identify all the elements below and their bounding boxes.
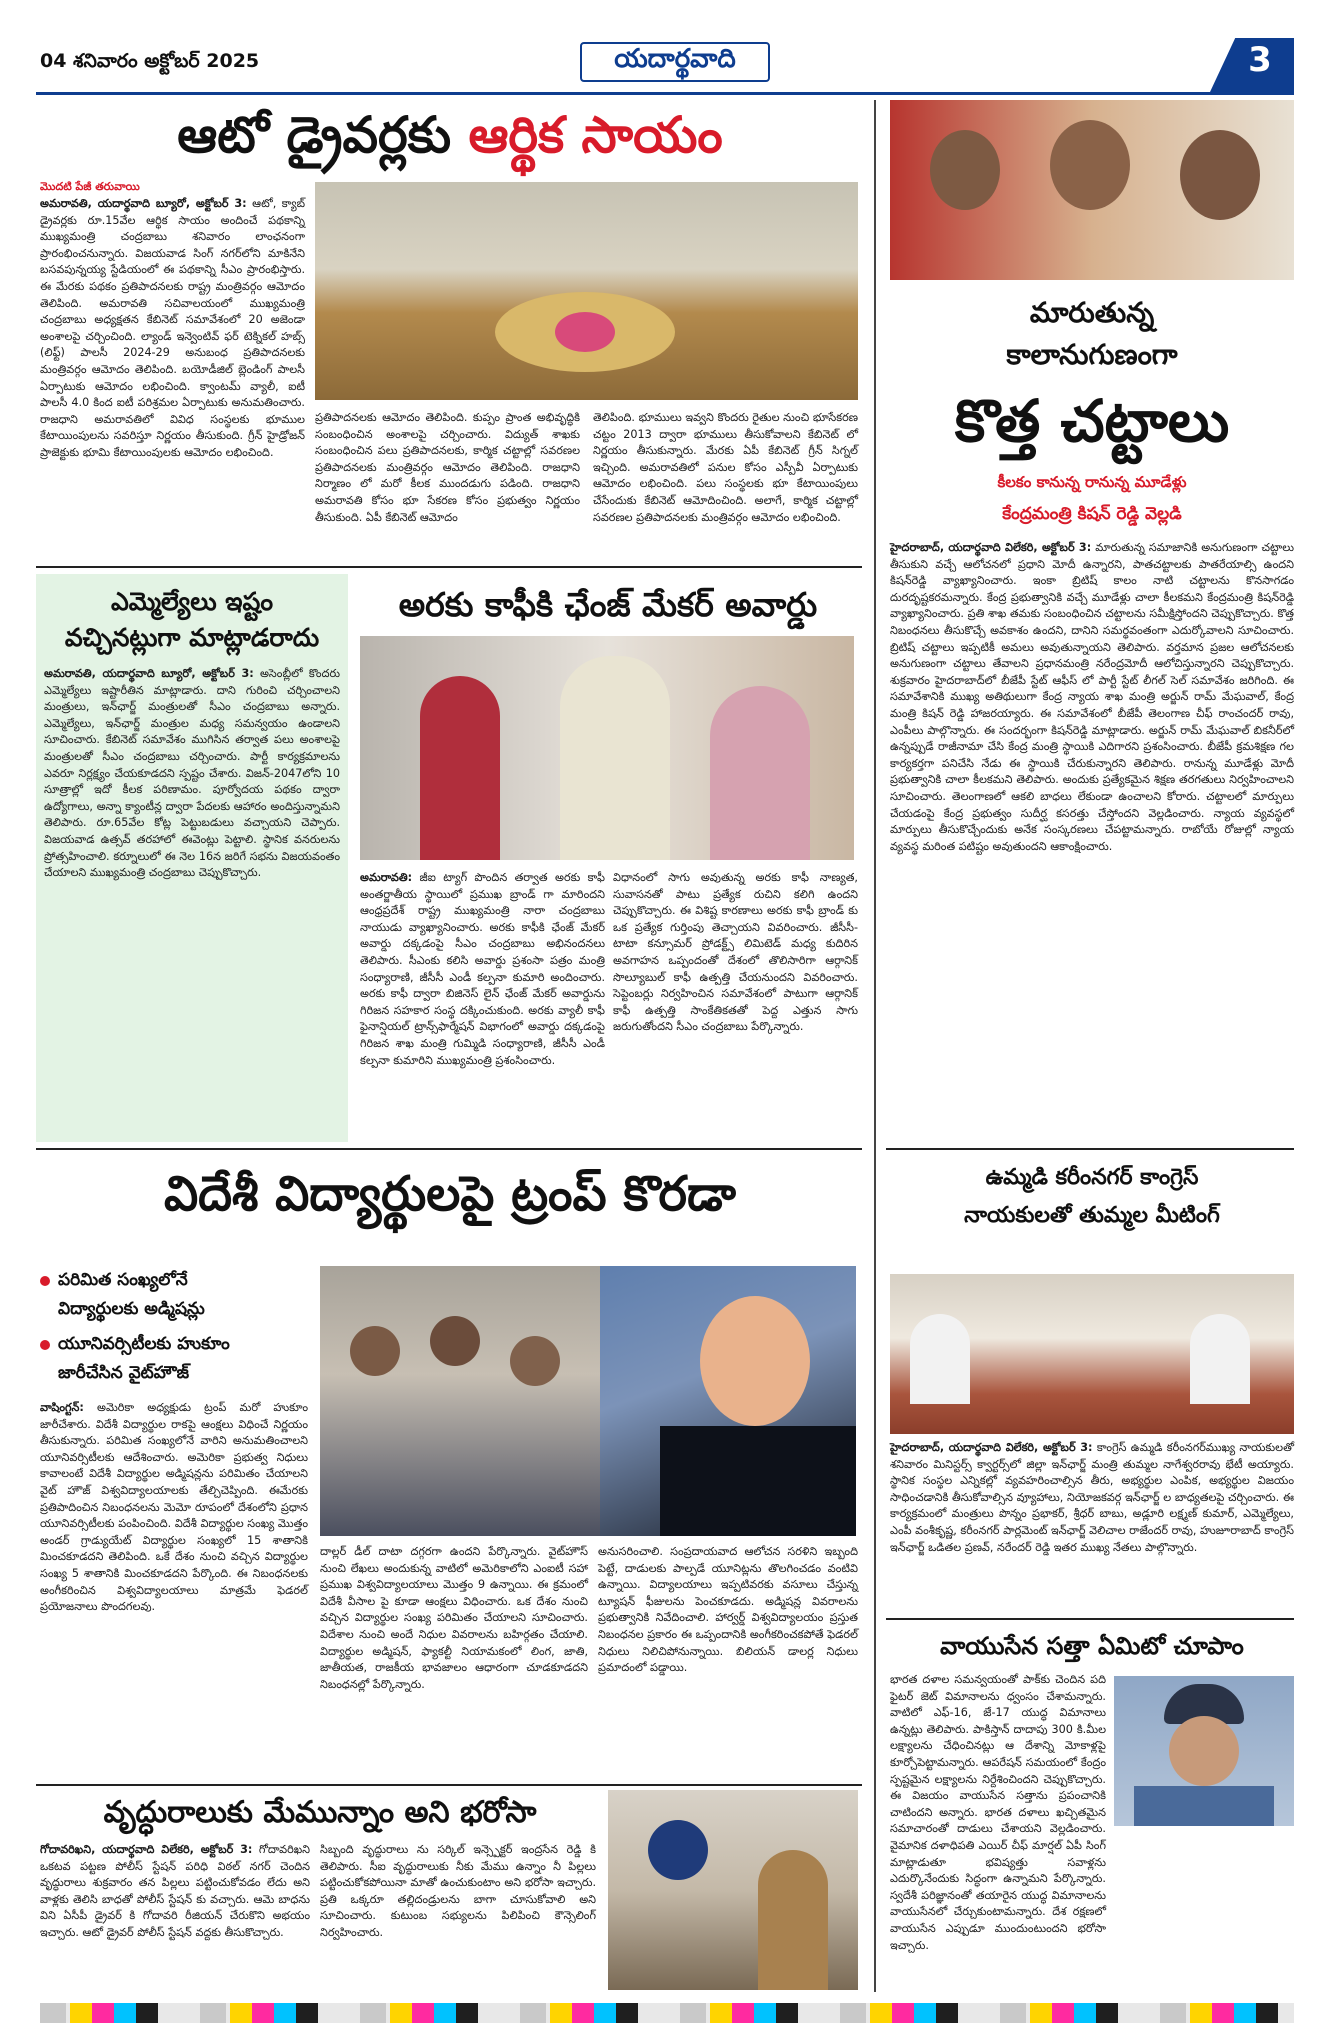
bullet-dot	[40, 1276, 50, 1286]
elders-col1	[40, 1842, 310, 1990]
masthead-logo	[580, 42, 770, 82]
iaf-body-continued	[890, 1836, 1294, 1988]
trump-bullet-2-line2: జారీచేసిన వైట్‌హౌజ్	[58, 1363, 190, 1383]
congress-headline-line2: నాయకులతో తుమ్మల మీటింగ్	[964, 1203, 1220, 1228]
trump-col3: అనుసరించాలి. సంప్రదాయవాద ఆలోచన సరళిని ఇబ్బంది పెట్టే, దాడులకు పాల్పడే యూనిట్లను తొలగించడం వంటివి ఉన్నాయి. విద్యాలయాలు ఇప్పటివరకు వసూలు చేస్తున్న ట్యూషన్ ఫీజులను పెంచకూడదు. అడ్మిషన్ల వివరాలను ప్రభుత్వానికి నివేదించాలి. హార్వర్డ్ విశ్వవిద్యాలయం ప్రస్తుత నిబంధనల ప్రకారం ఈ ఒప్పందానికి అంగీకరించకపోతే ఫెడరల్ నిధులు నిలిచిపోనున్నాయి. బిలియన్ డాలర్ల నిధులు ప్రమాదంలో పడ్డాయి.	[598, 1545, 858, 1675]
trump-bullets	[40, 1266, 308, 1388]
print-color-strip	[40, 2003, 1294, 2023]
auto-col1	[40, 196, 305, 556]
auto-headline-part1: ఆటో డ్రైవర్లకు	[177, 106, 452, 164]
laws-headline-line3: కొత్త చట్టాలు	[954, 387, 1230, 455]
coffee-col1	[360, 870, 605, 1138]
laws-body-text: మారుతున్న సమాజానికి అనుగుణంగా చట్టాలు తీసుకుని వచ్చే ఆలోచనలో ప్రధాని మోదీ ఉన్నారని, పాతచట్టాలకు పాతరేయాల్సి ఉందని కిషన్‌రెడ్డి వ్యాఖ్యానించారు. ఇంకా బ్రిటిష్ కాలం నాటి చట్టాలను కొనసాగడం దురదృష్టకరమన్నారు. కేంద్ర ప్రభుత్వానికి వచ్చే మూడేళ్లు చాలా కీలకమని కేంద్రమంత్రి కిషన్‌రెడ్డి వ్యాఖ్యానించారు. ప్రతి శాఖ తమకు సంబంధించిన చట్టాలను సమీక్షిస్తోందని చెప్పుకొచ్చారు. కొత్త నిబంధనలు తీసుకొచ్చే అవకాశం ఉందని, దానిని సమర్థవంతంగా ఎదుర్కోవాలని సూచించారు. బ్రిటిష్ చట్టాలు ఇప్పటికీ అమలు అవుతున్నాయని తెలిపారు. వర్తమాన ప్రజల ఆలోచనలకు అనుగుణంగా చట్టాలు తేవాలని ప్రధానమంత్రి నరేంద్రమోదీ ఆలోచిస్తున్నారని చెప్పుకొచ్చారు. శుక్రవారం హైదరాబాద్‌లో బీజేపీ స్టేట్ ఆఫీస్ లో పార్టీ స్టేట్ లీగల్ సెల్ సమావేశం జరిగింది. ఈ సమావేశానికి ముఖ్య అతిథులుగా కేంద్ర న్యాయ శాఖ మంత్రి అర్జున్ రామ్ మేఘవాల్, కేంద్ర మంత్రి కిషన్ రెడ్డి హాజరయ్యారు. ఈ సమావేశంలో బీజేపీ తెలంగాణ చీఫ్ రాంచందర్ రావు, ఎంపీలు పాల్గొన్నారు. ఈ సందర్భంగా కిషన్‌రెడ్డి మాట్లాడారు. అర్జున్ రామ్ మేఘవాల్ బికనీర్‌లో ఉన్నప్పుడే రాజీనామా చేసి కేంద్ర మంత్రి స్థాయికి ఎదిగారని ప్రశంసించారు. బీజేపీ క్రమశిక్షణ గల కార్యకర్తగా పనిచేసి నేడు ఈ స్థాయికి చేరుకున్నారని తెలిపారు. రానున్న మూడేళ్లు మోదీ ప్రభుత్వానికి చాలా కీలకమని తెలిపారు. అందుకు ప్రత్యేకమైన శిక్షణ తరగతులు నిర్వహించాలని సూచించారు. తెలంగాణలో ఆకలి బాధలు లేకుండా ఉంచాలని కోరారు. చట్టాలలో మార్పులు చేయడంపై కేంద్ర ప్రభుత్వం సుదీర్ఘ కసరత్తు చేస్తోందని వెల్లడించారు. న్యాయ వ్యవస్థలో మార్పులు తీసుకొచ్చేందుకు అనేక సంస్కరణలు చేపట్టామన్నారు. రాబోయే రోజుల్లో న్యాయ వ్యవస్థ మరింత పటిష్టం అవుతుందని ఆకాంక్షించారు.	[890, 541, 1295, 853]
elders-col1-text: గోదావరిఖని ఒకటవ పట్టణ పోలీస్ స్టేషన్ పరిధి విఠల్ నగర్ చెందిన వృద్ధురాలు శుక్రవారం తన పిల్లలు పట్టించుకోవడం లేదు అని వాళ్లకు తెలిసి బాధతో పోలీస్ స్టేషన్ కు వచ్చారు. ఆమె బాధను విని ఏసీపీ డ్రైవర్ కి గోదావరి రీజియన్ చేరుకొని అభయం ఇచ్చారు. ఆటో డ్రైవర్ పోలీస్ స్టేషన్ వద్దకు తీసుకొచ్చారు.	[40, 1843, 311, 1939]
bullet-dot	[40, 1340, 50, 1350]
trump-bullet-1	[40, 1266, 308, 1324]
page-number: 3	[1248, 40, 1272, 80]
trump-bullet-2-line1: యూనివర్సిటీలకు హుకూం	[58, 1334, 230, 1354]
divider-auto	[36, 566, 862, 568]
coffee-dateline: అమరావతి:	[360, 871, 413, 884]
auto-headline-part2: ఆర్థిక సాయం	[468, 106, 723, 164]
coffee-col2: విధానంలో సాగు అవుతున్న అరకు కాఫీ నాణ్యత, సువాసనతో పాటు ప్రత్యేక రుచిని కలిగి ఉందని చెప్పుకొచ్చారు. ఈ విశిష్ట కారణాలు అరకు కాఫీ బ్రాండ్ కు ఒక ప్రత్యేక గుర్తింపు తెచ్చాయని వివరించారు. జీసీసీ-టాటా కన్సూమర్ ప్రోడక్ట్స్ లిమిటెడ్ మధ్య కుదిరిన అవగాహన ఒప్పందంతో దేశంలో తొలిసారిగా ఆర్గానిక్ సొల్యూబుల్ కాఫీ ఉత్పత్తి చేయనుందని వివరించారు. సెప్టెంబర్లు నిర్వహించిన సమావేశంలో పాటుగా ఆర్గానిక్ కాఫీ ఉత్పత్తి సాంకేతికతతో పెద్ద ఎత్తున సాగు జరుగుతోందని సీఎం చంద్రబాబు పేర్కొన్నారు.	[613, 871, 858, 1034]
masthead-logo-text: యదార్థవాది	[614, 44, 736, 74]
trump-bullet-1-line2: విద్యార్థులకు అడ్మిషన్లు	[58, 1299, 205, 1319]
trump-col1-text: అమెరికా అధ్యక్షుడు ట్రంప్ మరో హుకూం జారీచేశారు. విదేశీ విద్యార్థుల రాకపై ఆంక్షలు విధించే నిర్ణయం తీసుకున్నారు. పరిమిత సంఖ్యలోనే వారిని అనుమతించాలని యూనివర్సిటీలకు ఆదేశించారు. అమెరికా ప్రభుత్వ నిధులు కావాలంటే విదేశీ విద్యార్థుల అడ్మిషన్లను పరిమితం చేయాలని వైట్ హౌజ్ విశ్వవిద్యాలయాలకు తేల్చిచెప్పింది. ఈమేరకు ప్రతిపాదించిన నిబంధనలను మెమో రూపంలో దేశంలోని ప్రధాన యూనివర్సిటీలకు పంపించింది. విదేశీ విద్యార్థుల సంఖ్య మొత్తం అండర్ గ్రాడ్యుయేట్ విద్యార్థుల సంఖ్యలో 15 శాతానికి మించకూడదని తెలిపింది. ఒకే దేశం నుంచి వచ్చిన విద్యార్థుల సంఖ్య 5 శాతానికి మించకూడదని పేర్కొంది. ఈ నిబంధనలకు అంగీకరించిన విశ్వవిద్యాలయాలు మాత్రమే ఫెడరల్ ప్రయోజనాలు పొందగలవు.	[40, 1401, 308, 1614]
congress-dateline: హైదరాబాద్, యదార్థవాది విలేకరి, అక్టోబర్ 3:	[890, 1441, 1093, 1454]
mla-headline-line2: వచ్చినట్లుగా మాట్లాడరాదు	[64, 623, 320, 652]
elders-col2: సిబ్బంది వృద్ధురాలు ను సర్కిల్ ఇన్స్పెక్టర్ ఇంద్రసేన రెడ్డి కి తెలిపారు. సీఐ వృద్ధురాలుకు నీకు మేము ఉన్నాం నీ పిల్లలు పట్టించుకోకపోయినా మాతో ఉంచుకుంటాం అని భరోసా ఇచ్చారు. ప్రతి ఒక్కరూ తల్లిదండ్రులను బాగా చూసుకోవాలి అని సూచించారు. కుటుంబ సభ్యులను పిలిపించి కౌన్సెలింగ్ నిర్వహించారు.	[320, 1843, 596, 1939]
mla-body	[44, 666, 340, 1136]
coffee-award-photo	[360, 636, 854, 860]
auto-dateline: అమరావతి, యదార్థవాది బ్యూరో, అక్టోబర్ 3:	[40, 197, 247, 210]
police-station-photo	[608, 1790, 858, 1990]
trump-col1	[40, 1400, 308, 1776]
elders-dateline: గోదావరిఖని, యదార్థవాది విలేకరి, అక్టోబర్ 3:	[40, 1843, 253, 1856]
column-divider	[874, 100, 876, 1992]
elders-headline: వృద్ధురాలుకు మేమున్నాం అని భరోసా	[103, 1795, 537, 1830]
iaf-chief-photo	[1114, 1676, 1294, 1826]
divider-congress	[886, 1618, 1294, 1620]
congress-meeting-photo	[890, 1274, 1294, 1434]
mla-dateline: అమరావతి, యదార్థవాది బ్యూరో, అక్టోబర్ 3:	[44, 667, 254, 680]
trump-headline: విదేశీ విద్యార్థులపై ట్రంప్ కొరడా	[164, 1166, 736, 1222]
divider-trump	[36, 1784, 862, 1786]
auto-col2: ప్రతిపాదనలకు ఆమోదం తెలిపింది. కుప్పం ప్రాంత అభివృద్ధికి సంబంధించిన అంశాలపై చర్చించారు. విద్యుత్ శాఖకు సంబంధించిన పలు ప్రతిపాదనలకు, కార్మిక చట్టాల్లో సవరణల ప్రతిపాదనలకు మంత్రివర్గం ఆమోదం తెలిపింది. రాజధాని నిర్మాణం లో మరో కీలక ముందడుగు పడింది. రాజధాని అమరావతి కోసం భూ సేకరణ కోసం ప్రభుత్వం నిర్ణయం తీసుకుంది. ఏపీ కేబినెట్ ఆమోదం	[315, 411, 580, 524]
trump-bullet-1-line1: పరిమిత సంఖ్యలోనే	[58, 1270, 188, 1290]
masthead-rule	[36, 92, 1294, 95]
auto-headline	[40, 100, 860, 170]
laws-headline-line2: కాలానుగుణంగా	[1006, 338, 1178, 371]
trump-col2: దాల్లర్ డీల్ దాటా దగ్గరగా ఉందని పేర్కొన్నారు. వైట్‌హౌస్ నుంచి లేఖలు అందుకున్న వాటిలో అమెరికాలోని ఎంఐటీ సహా ప్రముఖ విశ్వవిద్యాలయాలు మొత్తం 9 ఉన్నాయి. ఈ క్రమంలో విదేశీ వీసాల పై కూడా ఆంక్షలు విధించారు. ఒక దేశం నుంచి వచ్చిన విద్యార్థుల సంఖ్య పరిమితం చేయాలని సూచించారు. విదేశాల నుంచి అందే నిధుల వివరాలను బహిర్గతం చేయాలి. విద్యార్థుల అడ్మిషన్, ఫ్యాకల్టీ నియామకంలో లింగ, జాతి, జాతీయత, రాజకీయ భావజాలం ఆధారంగా చూడకూడదని నిబంధనల్లో పేర్కొన్నారు.	[320, 1545, 588, 1691]
iaf-body: భారత దళాల సమన్వయంతో పాక్‌కు చెందిన పది ఫైటర్ జెట్ విమానాలను ధ్వంసం చేశామన్నారు. వాటిలో ఎఫ్-16, జే-17 యుద్ధ విమానాలు ఉన్నట్లు తెలిపారు. పాకిస్తాన్ దాదాపు 300 కి.మీల లక్ష్యాలను చేధించినట్లు ఆ దేశాన్ని మోకాళ్లపై కూర్చోపెట్టామన్నారు. ఆపరేషన్ సమయంలో కేంద్రం స్పష్టమైన లక్ష్యాలను నిర్దేశించిందని చెప్పుకొచ్చారు. ఈ విజయం వాయుసేన సత్తాను ప్రపంచానికి చాటిందని అన్నారు. భారత దళాలు ఖచ్చితమైన సమాచారంతో దాడులు చేశాయని వెల్లడించారు. వైమానిక దళాధిపతి ఎయిర్ చీఫ్ మార్షల్ ఏపీ సింగ్ మాట్లాడుతూ భవిష్యత్తు సవాళ్లను ఎదుర్కొనేందుకు సిద్ధంగా ఉన్నామని పేర్కొన్నారు. స్వదేశీ పరిజ్ఞానంతో తయారైన యుద్ధ విమానాలను వాయుసేనలో చేర్చుకుంటామన్నారు. దేశ రక్షణలో వాయుసేన ఎప్పుడూ ముందుంటుందని భరోసా ఇచ్చారు.	[890, 1673, 1106, 1952]
divider-coffee	[36, 1148, 862, 1150]
congress-headline-line1: ఉమ్మడి కరీంనగర్ కాంగ్రెస్	[985, 1165, 1199, 1190]
congress-body-text: కాంగ్రెస్ ఉమ్మడి కరీంనగర్‌ముఖ్య నాయకులతో శనివారం మినిస్టర్స్ క్వార్టర్స్‌లో జిల్లా ఇన్‌ఛార్జ్ మంత్రి తుమ్మల నాగేశ్వరరావు భేటీ అయ్యారు. స్థానిక సంస్థల ఎన్నికల్లో వ్యవహరించాల్సిన తీరు, అభ్యర్థుల ఎంపిక, అభ్యర్థుల విజయం సాధించడానికి తీసుకోవాల్సిన వ్యూహాలు, నియోజకవర్గ ఇన్‌ఛార్జ్ ల బాధ్యతలపై చర్చించారు. ఈ కార్యక్రమంలో మంత్రులు పొన్నం ప్రభాకర్, శ్రీధర్ బాబు, అడ్లూరి లక్ష్మణ్ కుమార్, ఎమ్మెల్యేలు, ఎంపీ వంశీకృష్ణ, కరీంనగర్ పార్లమెంట్ ఇన్‌ఛార్జ్ వెలిచాల రాజేందర్ రావు, హుజూరాబాద్ కాంగ్రెస్ ఇన్‌ఛార్జ్ ఒడితల ప్రణవ్, నరేందర్ రెడ్డి ఇతర ముఖ్య నేతలు పాల్గొన్నారు.	[890, 1441, 1294, 1554]
auto-tag: మొదటి పేజీ తరువాయి	[40, 180, 140, 193]
auto-col3: తెలిపింది. భూములు ఇవ్వని కొందరు రైతుల నుంచి భూసేకరణ చట్టం 2013 ద్వారా భూములు తీసుకోవాలని కేబినెట్ లో నిర్ణయం తీసుకున్నారు. మేరకు ఏపీ కేబినెట్ గ్రీన్ సిగ్నల్ ఇచ్చింది. అమరావతిలో పనుల కోసం ఎస్పీవీ ఏర్పాటుకు ఆమోదం లభించింది. పలు సంస్థలకు భూ కేటాయింపులు చేసేందుకు కేబినెట్ ఆమోదించింది. అలాగే, కార్మిక చట్టాల్లో సవరణల ప్రతిపాదనలకు మంత్రివర్గం ఆమోదం లభించింది.	[593, 411, 858, 524]
coffee-headline: అరకు కాఫీకి ఛేంజ్ మేకర్ అవార్డు	[398, 585, 818, 624]
students-photo	[320, 1266, 600, 1536]
iaf-headline: వాయుసేన సత్తా ఏమిటో చూపాం	[940, 1632, 1244, 1660]
cabinet-meeting-photo	[315, 182, 858, 400]
divider-laws	[886, 1148, 1294, 1150]
laws-body	[890, 540, 1294, 1140]
kishan-reddy-photo	[890, 100, 1294, 280]
trump-phone-photo	[600, 1266, 856, 1536]
laws-headline-line1: మారుతున్న	[1029, 296, 1155, 329]
mla-body-text: అసెంబ్లీలో కొందరు ఎమ్మెల్యేలు ఇష్టారీతిన మాట్లాడారు. దాని గురించి చర్చించాలని మంత్రులు, ఇన్‌ఛార్జ్ మంత్రులతో సీఎం చంద్రబాబు అన్నారు. ఎమ్మెల్యేలు, ఇన్‌ఛార్జ్ మంత్రుల మధ్య సమన్వయం ఉండాలని సూచించారు. కేబినెట్ సమావేశం ముగిసిన తర్వాత పలు అంశాలపై మంత్రులతో సీఎం చంద్రబాబు చర్చించారు. పార్టీ కార్యక్రమాలను ఎవరూ నిర్లక్ష్యం చేయకూడదని స్పష్టం చేశారు. విజన్-2047లోని 10 సూత్రాల్లో ఇదో కీలక పరిణామం. పూర్వోదయ పథకం ద్వారా ఉద్యోగాలు, అన్నా క్యాంటీన్ల ద్వారా పేదలకు ఆహారం అందిస్తున్నామని తెలిపారు. రూ.65వేల కోట్ల పెట్టుబడులు వచ్చాయని చెప్పారు. విజయవాడ ఉత్సవ్ తరహాలో ఈవెంట్లు పెట్టాలి. స్థానిక వనరులను ప్రోత్సహించాలి. కర్నూలులో ఈ నెల 16న జరిగే సభను విజయవంతం చేయాలని ముఖ్యమంత్రి చంద్రబాబు చెప్పుకొచ్చారు.	[44, 667, 340, 880]
laws-sub1: కీలకం కానున్న రానున్న మూడేళ్లు	[997, 473, 1187, 491]
trump-bullet-2	[40, 1330, 308, 1388]
auto-col1-text: ఆటో, క్యాబ్ డ్రైవర్లకు రూ.15వేల ఆర్థిక సాయం అందించే పథకాన్ని ముఖ్యమంత్రి చంద్రబాబు శనివారం లాంఛనంగా ప్రారంభించనున్నారు. విజయవాడ సింగ్ నగర్‌లోని మాకినేని బసవపున్నయ్య స్టేడియంలో ఈ పథకాన్ని సీఎం ప్రారంభిస్తారు. ఈ మేరకు పథకం ప్రతిపాదనలకు రాష్ట్ర మంత్రివర్గం ఆమోదం తెలిపింది. అమరావతి సచివాలయంలో ముఖ్యమంత్రి చంద్రబాబు అధ్యక్షతన కేబినెట్ సమావేశంలో 20 అజెండా అంశాలపై చర్చించింది. ల్యాండ్ ఇన్వెంటివ్ ఫర్ టెక్నికల్ హబ్స్ (లిఫ్ట్) పాలసీ 2024-29 అనుబంధ ప్రతిపాదనలకు మంత్రివర్గం ఆమోదం తెలిపింది. బయోడీజిల్ బ్లెండింగ్ పాలసీ ఏర్పాటుకు ఆమోదం లభించింది. క్వాంటమ్ వ్యాలీ, ఐటీ పాలసీ 4.0 కింద ఐటీ పరిశ్రమల ఏర్పాటుకు అనుమతించారు. రాజధాని అమరావతిలో వివిధ సంస్థలకు భూముల కేటాయింపులను సవరిస్తూ నిర్ణయం తీసుకుంది. గ్రీన్ హైడ్రోజన్ ప్రాజెక్టుకు భూమి కేటాయింపులకు ఆమోదం లభించింది.	[40, 197, 305, 459]
congress-body	[890, 1440, 1294, 1612]
masthead-date: 04 శనివారం అక్టోబర్ 2025	[40, 50, 260, 72]
mla-headline-line1: ఎమ్మెల్యేలు ఇష్టం	[110, 587, 274, 616]
coffee-col1-text: జీఐ ట్యాగ్ పొందిన తర్వాత అరకు కాఫీ అంతర్జాతీయ స్థాయిలో ప్రముఖ బ్రాండ్ గా మారిందని ఆంధ్రప్రదేశ్ రాష్ట్ర ముఖ్యమంత్రి నారా చంద్రబాబు నాయుడు వ్యాఖ్యానించారు. అరకు కాఫీకి ఛేంజ్ మేకర్ అవార్డు దక్కడంపై సీఎం చంద్రబాబు అభినందనలు తెలిపారు. సీఎంకు కలిసి అవార్డు ప్రశంసా పత్రం మంత్రి సంధ్యారాణి, జీసీసీ ఎండీ కల్పనా కుమారి అందించారు. అరకు కాఫీ ద్వారా బిజినెస్ లైన్ ఛేంజ్ మేకర్ అవార్డును గిరిజన సహకార సంస్థ దక్కించుకుంది. అరకు వ్యాలీ కాఫీ ఫైనాన్షియల్ ట్రాన్స్‌ఫార్మేషన్ విభాగంలో అవార్డు దక్కడంపై గిరిజన శాఖ మంత్రి గుమ్మిడి సంధ్యారాణి, జీసీసీ ఎండీ కల్పనా కుమారిని ముఖ్యమంత్రి ప్రశంసించారు.	[360, 871, 605, 1067]
trump-dateline: వాషింగ్టన్:	[40, 1401, 84, 1414]
laws-dateline: హైదరాబాద్, యదార్థవాది విలేకరి, అక్టోబర్ 3:	[890, 541, 1092, 554]
laws-sub2: కేంద్రమంత్రి కిషన్ రెడ్డి వెల్లడి	[1002, 504, 1182, 524]
